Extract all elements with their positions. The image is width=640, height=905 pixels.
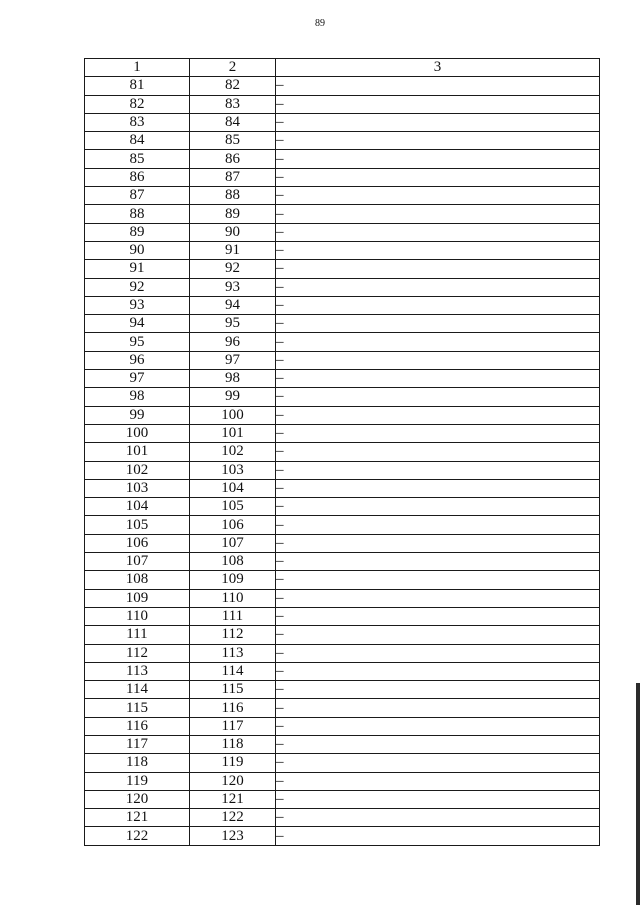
table-row: [85, 699, 600, 717]
table-cell-col2: 86: [190, 150, 276, 168]
table-cell-col1: 104: [85, 498, 190, 516]
table-row: [85, 205, 600, 223]
table-cell-col3: –: [276, 479, 600, 497]
table-cell-col1: 114: [85, 681, 190, 699]
table-cell-col3: –: [276, 772, 600, 790]
table-cell-col2: 112: [190, 626, 276, 644]
table-cell-col3: –: [276, 498, 600, 516]
table-cell-col2: 108: [190, 553, 276, 571]
table-cell-col3: –: [276, 113, 600, 131]
table-cell-col1: 81: [85, 77, 190, 95]
table-cell-col1: 82: [85, 95, 190, 113]
table-row: [85, 717, 600, 735]
table-cell-col3: –: [276, 735, 600, 753]
table-cell-col3: –: [276, 132, 600, 150]
table-row: [85, 735, 600, 753]
column-header-2: 2: [190, 59, 276, 77]
table-row: [85, 168, 600, 186]
table-row: [85, 388, 600, 406]
table-cell-col3: –: [276, 681, 600, 699]
table-cell-col1: 112: [85, 644, 190, 662]
table-row: [85, 662, 600, 680]
table-cell-col2: 84: [190, 113, 276, 131]
column-header-3: 3: [276, 59, 600, 77]
table-cell-col3: –: [276, 754, 600, 772]
table-cell-col3: –: [276, 315, 600, 333]
table-row: [85, 187, 600, 205]
table-cell-col1: 107: [85, 553, 190, 571]
table-cell-col3: –: [276, 424, 600, 442]
table-cell-col2: 116: [190, 699, 276, 717]
table-cell-col2: 114: [190, 662, 276, 680]
table-cell-col1: 93: [85, 296, 190, 314]
table-cell-col1: 89: [85, 223, 190, 241]
table-cell-col2: 96: [190, 333, 276, 351]
table-row: [85, 77, 600, 95]
table-cell-col2: 110: [190, 589, 276, 607]
table-cell-col3: –: [276, 296, 600, 314]
table-cell-col1: 110: [85, 607, 190, 625]
table-cell-col3: –: [276, 662, 600, 680]
table-cell-col1: 96: [85, 351, 190, 369]
table-cell-col2: 102: [190, 443, 276, 461]
table-cell-col3: –: [276, 150, 600, 168]
table-row: [85, 278, 600, 296]
table-cell-col3: –: [276, 278, 600, 296]
table-cell-col2: 121: [190, 790, 276, 808]
scan-edge-mark: [636, 683, 640, 905]
table-cell-col1: 122: [85, 827, 190, 845]
table-cell-col1: 117: [85, 735, 190, 753]
table-cell-col1: 119: [85, 772, 190, 790]
table-cell-col1: 92: [85, 278, 190, 296]
table-cell-col2: 87: [190, 168, 276, 186]
table-cell-col3: –: [276, 223, 600, 241]
table-cell-col2: 99: [190, 388, 276, 406]
table-row: [85, 260, 600, 278]
table-cell-col1: 99: [85, 406, 190, 424]
data-table: [84, 58, 600, 846]
table-cell-col3: –: [276, 699, 600, 717]
page-number: 89: [315, 18, 325, 29]
table-cell-col3: –: [276, 241, 600, 259]
table-cell-col1: 102: [85, 461, 190, 479]
table-cell-col1: 118: [85, 754, 190, 772]
table-cell-col1: 111: [85, 626, 190, 644]
table-row: [85, 461, 600, 479]
table-cell-col1: 113: [85, 662, 190, 680]
table-cell-col3: –: [276, 809, 600, 827]
table-cell-col3: –: [276, 260, 600, 278]
table-row: [85, 241, 600, 259]
table-row: [85, 406, 600, 424]
table-row: [85, 644, 600, 662]
table-row: [85, 296, 600, 314]
table-cell-col2: 92: [190, 260, 276, 278]
table-cell-col2: 117: [190, 717, 276, 735]
table-row: [85, 681, 600, 699]
table-cell-col2: 82: [190, 77, 276, 95]
table-cell-col1: 101: [85, 443, 190, 461]
table-cell-col3: –: [276, 571, 600, 589]
table-cell-col2: 123: [190, 827, 276, 845]
table-cell-col1: 97: [85, 370, 190, 388]
table-cell-col1: 98: [85, 388, 190, 406]
table-cell-col3: –: [276, 95, 600, 113]
table-row: [85, 626, 600, 644]
table-cell-col2: 97: [190, 351, 276, 369]
table-cell-col3: –: [276, 333, 600, 351]
table-cell-col2: 107: [190, 534, 276, 552]
table-cell-col2: 113: [190, 644, 276, 662]
table-cell-col3: –: [276, 644, 600, 662]
table-cell-col3: –: [276, 406, 600, 424]
table-body: [85, 77, 600, 845]
table-cell-col1: 115: [85, 699, 190, 717]
table-cell-col2: 88: [190, 187, 276, 205]
table-cell-col2: 109: [190, 571, 276, 589]
table-row: [85, 113, 600, 131]
table-cell-col3: –: [276, 205, 600, 223]
table-cell-col1: 85: [85, 150, 190, 168]
table-cell-col1: 105: [85, 516, 190, 534]
table-cell-col3: –: [276, 717, 600, 735]
table-cell-col2: 95: [190, 315, 276, 333]
table-cell-col2: 98: [190, 370, 276, 388]
table-row: [85, 333, 600, 351]
table-cell-col3: –: [276, 589, 600, 607]
table-cell-col3: –: [276, 516, 600, 534]
table-row: [85, 351, 600, 369]
table-cell-col3: –: [276, 827, 600, 845]
table-cell-col1: 109: [85, 589, 190, 607]
table-cell-col3: –: [276, 443, 600, 461]
table-cell-col2: 106: [190, 516, 276, 534]
table-cell-col1: 91: [85, 260, 190, 278]
table-cell-col3: –: [276, 461, 600, 479]
table-cell-col1: 83: [85, 113, 190, 131]
table-cell-col2: 120: [190, 772, 276, 790]
table-cell-col1: 106: [85, 534, 190, 552]
table-cell-col1: 103: [85, 479, 190, 497]
table-cell-col2: 111: [190, 607, 276, 625]
table-cell-col2: 103: [190, 461, 276, 479]
table-cell-col3: –: [276, 790, 600, 808]
table-row: [85, 809, 600, 827]
column-header-1: 1: [85, 59, 190, 77]
table-row: [85, 315, 600, 333]
table-header-row: [85, 59, 600, 77]
table-cell-col1: 120: [85, 790, 190, 808]
table-cell-col1: 86: [85, 168, 190, 186]
table-cell-col3: –: [276, 370, 600, 388]
table-cell-col2: 119: [190, 754, 276, 772]
table-row: [85, 443, 600, 461]
table-row: [85, 790, 600, 808]
table-cell-col1: 121: [85, 809, 190, 827]
table-row: [85, 132, 600, 150]
table-cell-col2: 83: [190, 95, 276, 113]
table-cell-col1: 87: [85, 187, 190, 205]
table-cell-col3: –: [276, 388, 600, 406]
table-cell-col1: 84: [85, 132, 190, 150]
table-row: [85, 772, 600, 790]
table-cell-col2: 90: [190, 223, 276, 241]
table-cell-col1: 100: [85, 424, 190, 442]
table-cell-col2: 89: [190, 205, 276, 223]
table-cell-col2: 85: [190, 132, 276, 150]
table-cell-col2: 91: [190, 241, 276, 259]
table-cell-col2: 100: [190, 406, 276, 424]
table-row: [85, 516, 600, 534]
table-cell-col3: –: [276, 626, 600, 644]
table-cell-col1: 88: [85, 205, 190, 223]
table-cell-col3: –: [276, 607, 600, 625]
table-cell-col1: 116: [85, 717, 190, 735]
table-cell-col3: –: [276, 553, 600, 571]
table-cell-col2: 122: [190, 809, 276, 827]
table-cell-col3: –: [276, 187, 600, 205]
table-cell-col2: 94: [190, 296, 276, 314]
table-cell-col1: 108: [85, 571, 190, 589]
table-cell-col1: 94: [85, 315, 190, 333]
table-cell-col2: 115: [190, 681, 276, 699]
table-cell-col3: –: [276, 534, 600, 552]
table-cell-col1: 95: [85, 333, 190, 351]
table-row: [85, 479, 600, 497]
table-cell-col2: 93: [190, 278, 276, 296]
table-cell-col2: 105: [190, 498, 276, 516]
table-row: [85, 553, 600, 571]
table-row: [85, 498, 600, 516]
table-row: [85, 424, 600, 442]
table-cell-col3: –: [276, 351, 600, 369]
table-row: [85, 95, 600, 113]
table-cell-col3: –: [276, 168, 600, 186]
table-cell-col1: 90: [85, 241, 190, 259]
table-row: [85, 571, 600, 589]
table-row: [85, 589, 600, 607]
table-row: [85, 370, 600, 388]
table-row: [85, 223, 600, 241]
table-cell-col2: 118: [190, 735, 276, 753]
table-row: [85, 150, 600, 168]
table-row: [85, 534, 600, 552]
table-cell-col3: –: [276, 77, 600, 95]
table-cell-col2: 101: [190, 424, 276, 442]
table-row: [85, 607, 600, 625]
table-row: [85, 827, 600, 845]
table-row: [85, 754, 600, 772]
table-cell-col2: 104: [190, 479, 276, 497]
